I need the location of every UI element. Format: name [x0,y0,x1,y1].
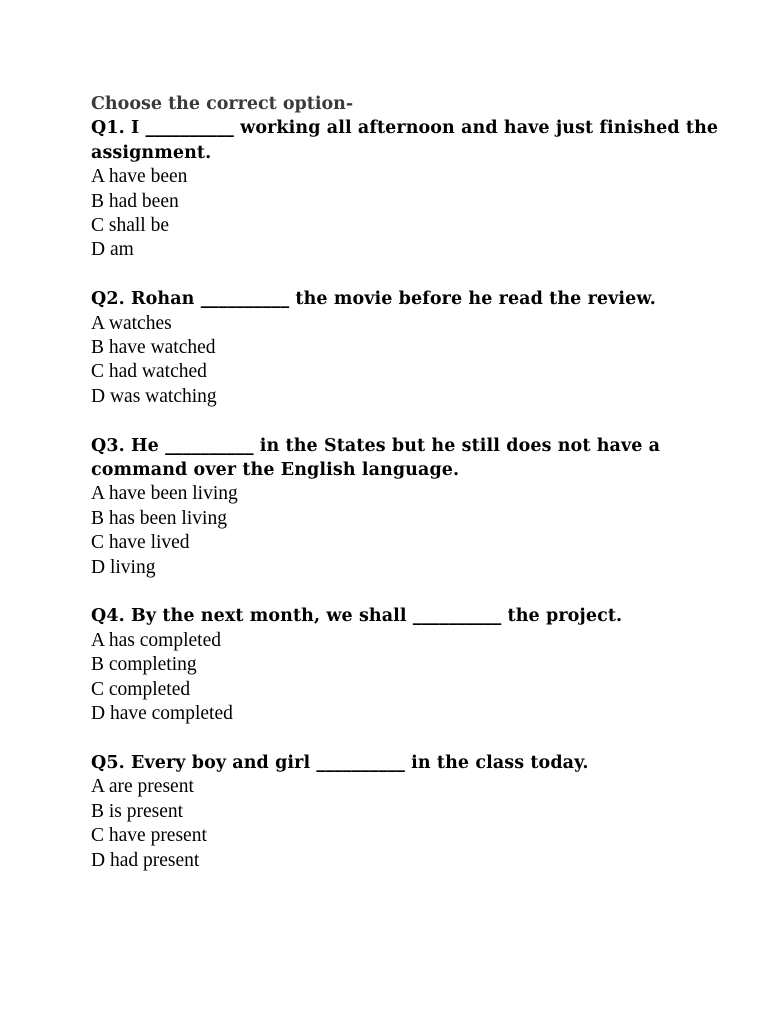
option-a: A has completed [91,629,221,651]
question-stem: Q3. He __________ in the States but he still does not have a command over the English language. [91,435,661,481]
question-stem: Q4. By the next month, we shall __________ the project. [91,606,623,627]
question-3 [91,434,731,580]
option-b: B had been [91,190,179,212]
option-d: D have completed [91,703,233,725]
question-2 [91,287,731,409]
option-b: B is present [91,800,184,822]
question-stem: Q5. Every boy and girl __________ in the class today. [91,752,589,773]
option-a: A watches [91,312,172,334]
option-list [91,775,731,873]
question-4 [91,604,731,726]
option-c: C have lived [91,532,190,554]
option-list [91,629,731,727]
question-1 [91,116,731,262]
option-b: B has been living [91,507,227,529]
option-list [91,165,731,263]
option-b: B have watched [91,337,216,359]
option-d: D living [91,556,156,578]
option-c: C shall be [91,215,169,237]
option-c: C had watched [91,361,207,383]
option-d: D was watching [91,385,217,407]
option-d: D had present [91,849,200,871]
option-a: A have been [91,166,188,188]
option-d: D am [91,239,134,261]
option-list [91,312,731,410]
question-stem: Q1. I __________ working all afternoon and have just finished the assignment. [91,118,719,163]
option-c: C completed [91,678,191,700]
question-stem: Q2. Rohan __________ the movie before he read the review. [91,289,656,310]
question-5 [91,751,731,873]
option-b: B completing [91,654,197,676]
instruction-heading: Choose the correct option- [91,94,354,114]
option-list [91,482,731,580]
option-c: C have present [91,825,207,847]
worksheet [91,92,731,897]
option-a: A have been living [91,483,238,505]
option-a: A are present [91,776,194,798]
